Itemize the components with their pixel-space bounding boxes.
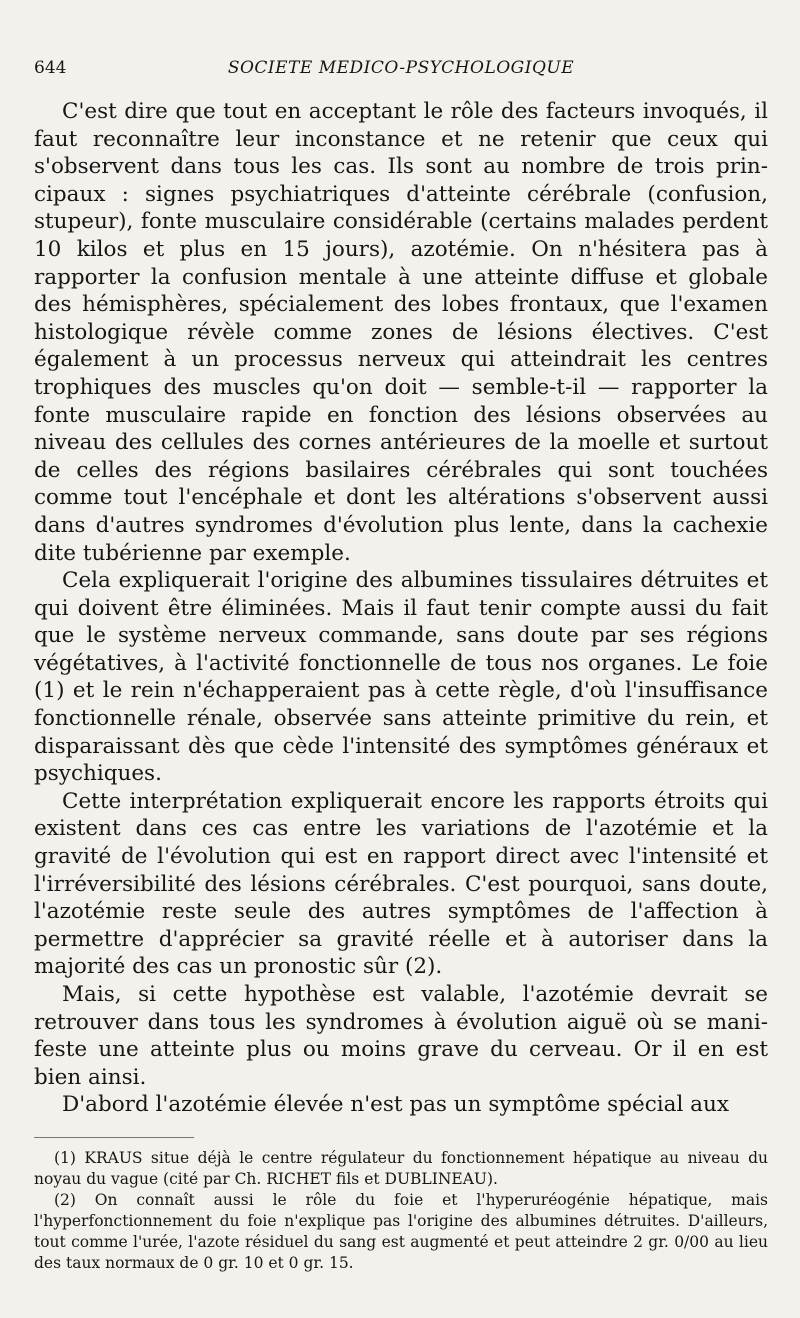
- footnotes: [34, 1148, 768, 1274]
- page-number: 644: [34, 58, 67, 78]
- paragraph: Cela expliquerait l'origine des albumines tissulaires détruites et qui doivent être éliminées. Mais il faut tenir compte aussi du fait que le système nerveux commande, sans doute par ses régions végétatives, à l'activité fonctionnelle de tous nos organes. Le foie (1) et le rein n'échapperaient pas à cette règle, d'où l'insuffisance fonctionnelle rénale, observée sans atteinte primitive du rein, et disparaissant dès que cède l'intensité des symptômes généraux et psychiques.: [34, 568, 768, 787]
- body-text: [34, 98, 768, 1119]
- paragraph: D'abord l'azotémie élevée n'est pas un symptôme spécial aux: [62, 1092, 729, 1118]
- footnote: (1) KRAUS situe déjà le centre régulateur du fonctionnement hépatique au niveau du noyau du vague (cité par Ch. RICHET fils et DUBLINEAU).: [34, 1148, 768, 1188]
- paragraph: Mais, si cette hypothèse est valable, l'azotémie devrait se retrouver dans tous les syndromes à évolution aiguë où se manifeste une atteinte plus ou moins grave du cerveau. Or il en est bien ainsi.: [34, 982, 768, 1090]
- footnote: (2) On connaît aussi le rôle du foie et l'hyperuréogénie hépatique, mais l'hyperfonctionnement du foie n'explique pas l'origine des albumines détruites. D'ailleurs, tout comme l'urée, l'azote résiduel du sang est augmenté et peut atteindre 2 gr. 0/00 au lieu des taux normaux de 0 gr. 10 et 0 gr. 15.: [34, 1190, 768, 1272]
- footnote-divider: [34, 1137, 194, 1138]
- running-head: SOCIETE MEDICO-PSYCHOLOGIQUE: [227, 58, 575, 78]
- paragraph: C'est dire que tout en acceptant le rôle des facteurs invoqués, il faut reconnaître leur inconstance et ne retenir que ceux qui s'observent dans tous les cas. Ils sont au nombre de trois principaux : signes psychiatriques d'atteinte cérébrale (confusion, stupeur), fonte musculaire considérable (certains malades perdent 10 kilos et plus en 15 jours), azotémie. On n'hésitera pas à rapporter la confusion mentale à une atteinte diffuse et globale des hémisphères, spécialement des lobes frontaux, que l'examen histologique révèle comme zones de lésions électives. C'est également à un processus nerveux qui atteindrait les centres trophiques des muscles qu'on doit — semble-t-il — rapporter la fonte musculaire rapide en fonction des lésions observées au niveau des cellules des cornes antérieures de la moelle et surtout de celles des régions basilaires cérébrales qui sont touchées comme tout l'encéphale et dont les altérations s'observent aussi dans d'autres syndromes d'évolution plus lente, dans la cachexie dite tubérienne par exemple.: [34, 99, 768, 566]
- paragraph: Cette interprétation expliquerait encore les rapports étroits qui existent dans ces cas entre les variations de l'azotémie et la gravité de l'évolution qui est en rapport direct avec l'intensité et l'irréversibilité des lésions cérébrales. C'est pourquoi, sans doute, l'azotémie reste seule des autres symptômes de l'affection à permettre d'apprécier sa gravité réelle et à autoriser dans la majorité des cas un pronostic sûr (2).: [34, 788, 768, 980]
- page-header: [34, 58, 768, 88]
